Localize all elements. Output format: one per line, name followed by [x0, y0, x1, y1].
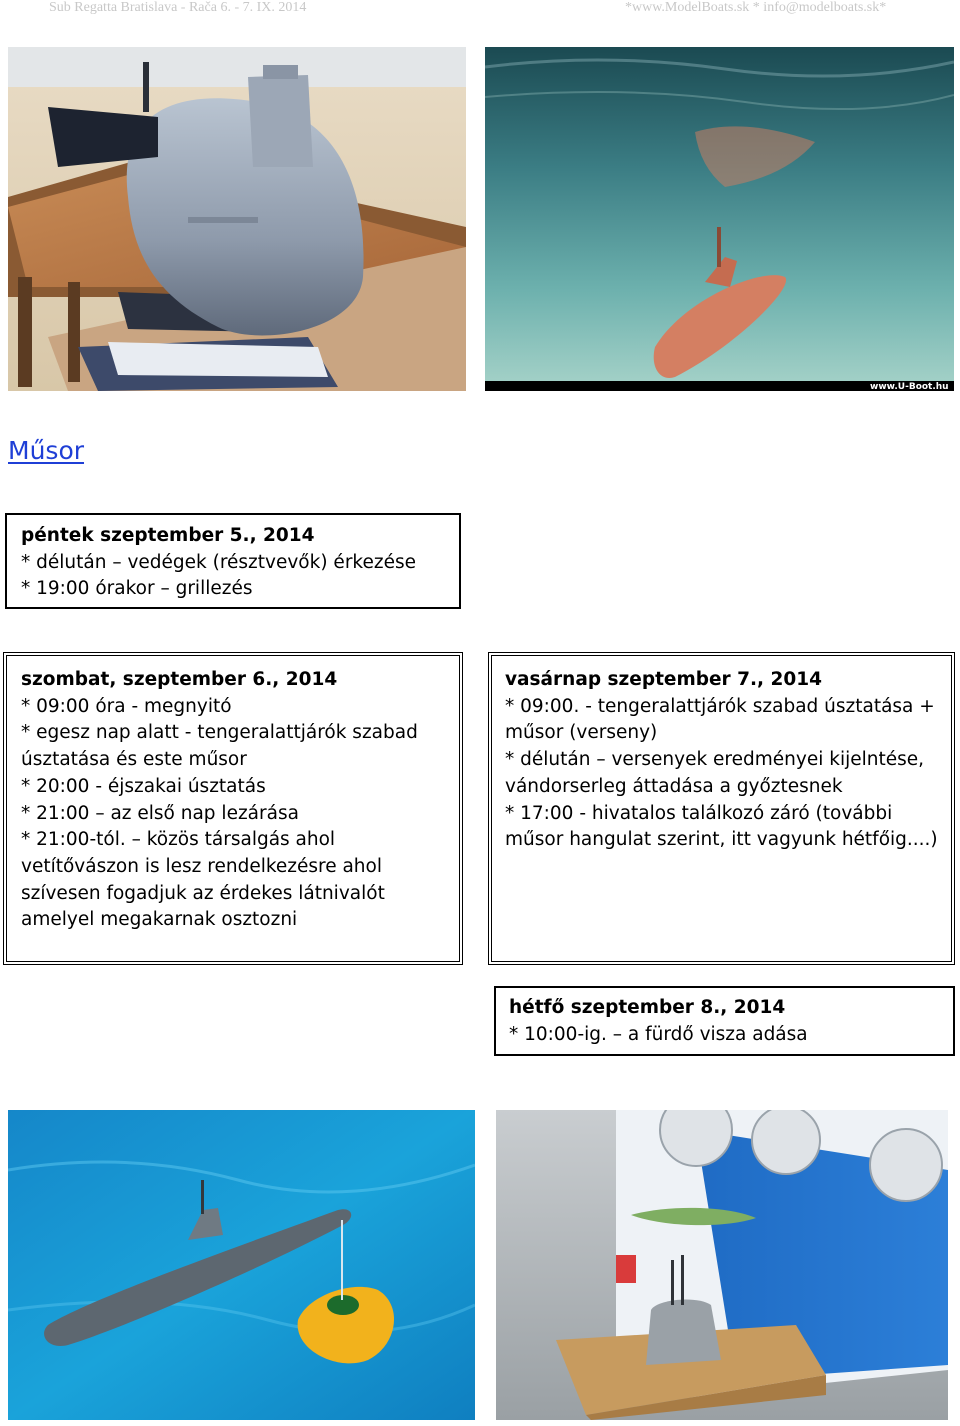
saturday-line: * 21:00 – az első nap lezárása — [21, 802, 299, 824]
friday-heading: péntek szeptember 5., 2014 — [21, 525, 315, 546]
program-title[interactable]: Műsor — [8, 436, 85, 465]
saturday-heading: szombat, szeptember 6., 2014 — [21, 669, 338, 690]
friday-line: * délután – vedégek (résztvevők) érkezése — [21, 551, 416, 573]
saturday-line: * 20:00 - éjszakai úsztatás — [21, 775, 266, 797]
saturday-line: szívesen fogadjuk az érdekes látnivalót — [21, 882, 385, 904]
saturday-line: úsztatása és este műsor — [21, 749, 247, 771]
photo-submarine-on-table — [8, 47, 466, 391]
saturday-schedule-box — [3, 652, 463, 965]
monday-schedule-box — [494, 986, 955, 1056]
sunday-line: műsor (verseny) — [505, 722, 658, 744]
watermark-text: www.U-Boot.hu — [870, 382, 949, 391]
sunday-line: * délután – versenyek eredményei kijelntése, — [505, 749, 925, 771]
monday-line: * 10:00-ig. – a fürdő visza adása — [509, 1023, 808, 1045]
saturday-line: vetítővászon is lesz rendelkezésre ahol — [21, 855, 382, 877]
friday-line: * 19:00 órakor – grillezés — [21, 578, 253, 600]
saturday-line: amelyel megakarnak osztozni — [21, 909, 298, 931]
saturday-line: * 21:00-tól. – közös társalgás ahol — [21, 829, 336, 851]
sunday-heading: vasárnap szeptember 7., 2014 — [505, 669, 822, 690]
sunday-line: műsor hangulat szerint, itt vagyunk hétfőig....) — [505, 829, 938, 851]
sunday-line: vándorserleg áttadása a győztesnek — [505, 775, 843, 797]
saturday-line: * 09:00 óra - megnyitó — [21, 695, 232, 717]
friday-schedule-box — [5, 513, 461, 609]
sunday-line: * 09:00. - tengeralattjárók szabad úsztatása + — [505, 695, 935, 717]
photo-trophy-and-box — [496, 1110, 948, 1420]
sunday-line: * 17:00 - hivatalos találkozó záró (további — [505, 802, 893, 824]
sunday-schedule-box — [488, 652, 955, 965]
photo-submarine-underwater — [485, 47, 954, 391]
header-right-text: *www.ModelBoats.sk * info@modelboats.sk* — [625, 0, 887, 15]
header-left-text: Sub Regatta Bratislava - Rača 6. - 7. IX. 2014 — [49, 0, 307, 15]
monday-heading: hétfő szeptember 8., 2014 — [509, 997, 786, 1018]
photo-submarines-in-pool — [8, 1110, 475, 1420]
saturday-line: * egesz nap alatt - tengeralattjárók szabad — [21, 722, 418, 744]
